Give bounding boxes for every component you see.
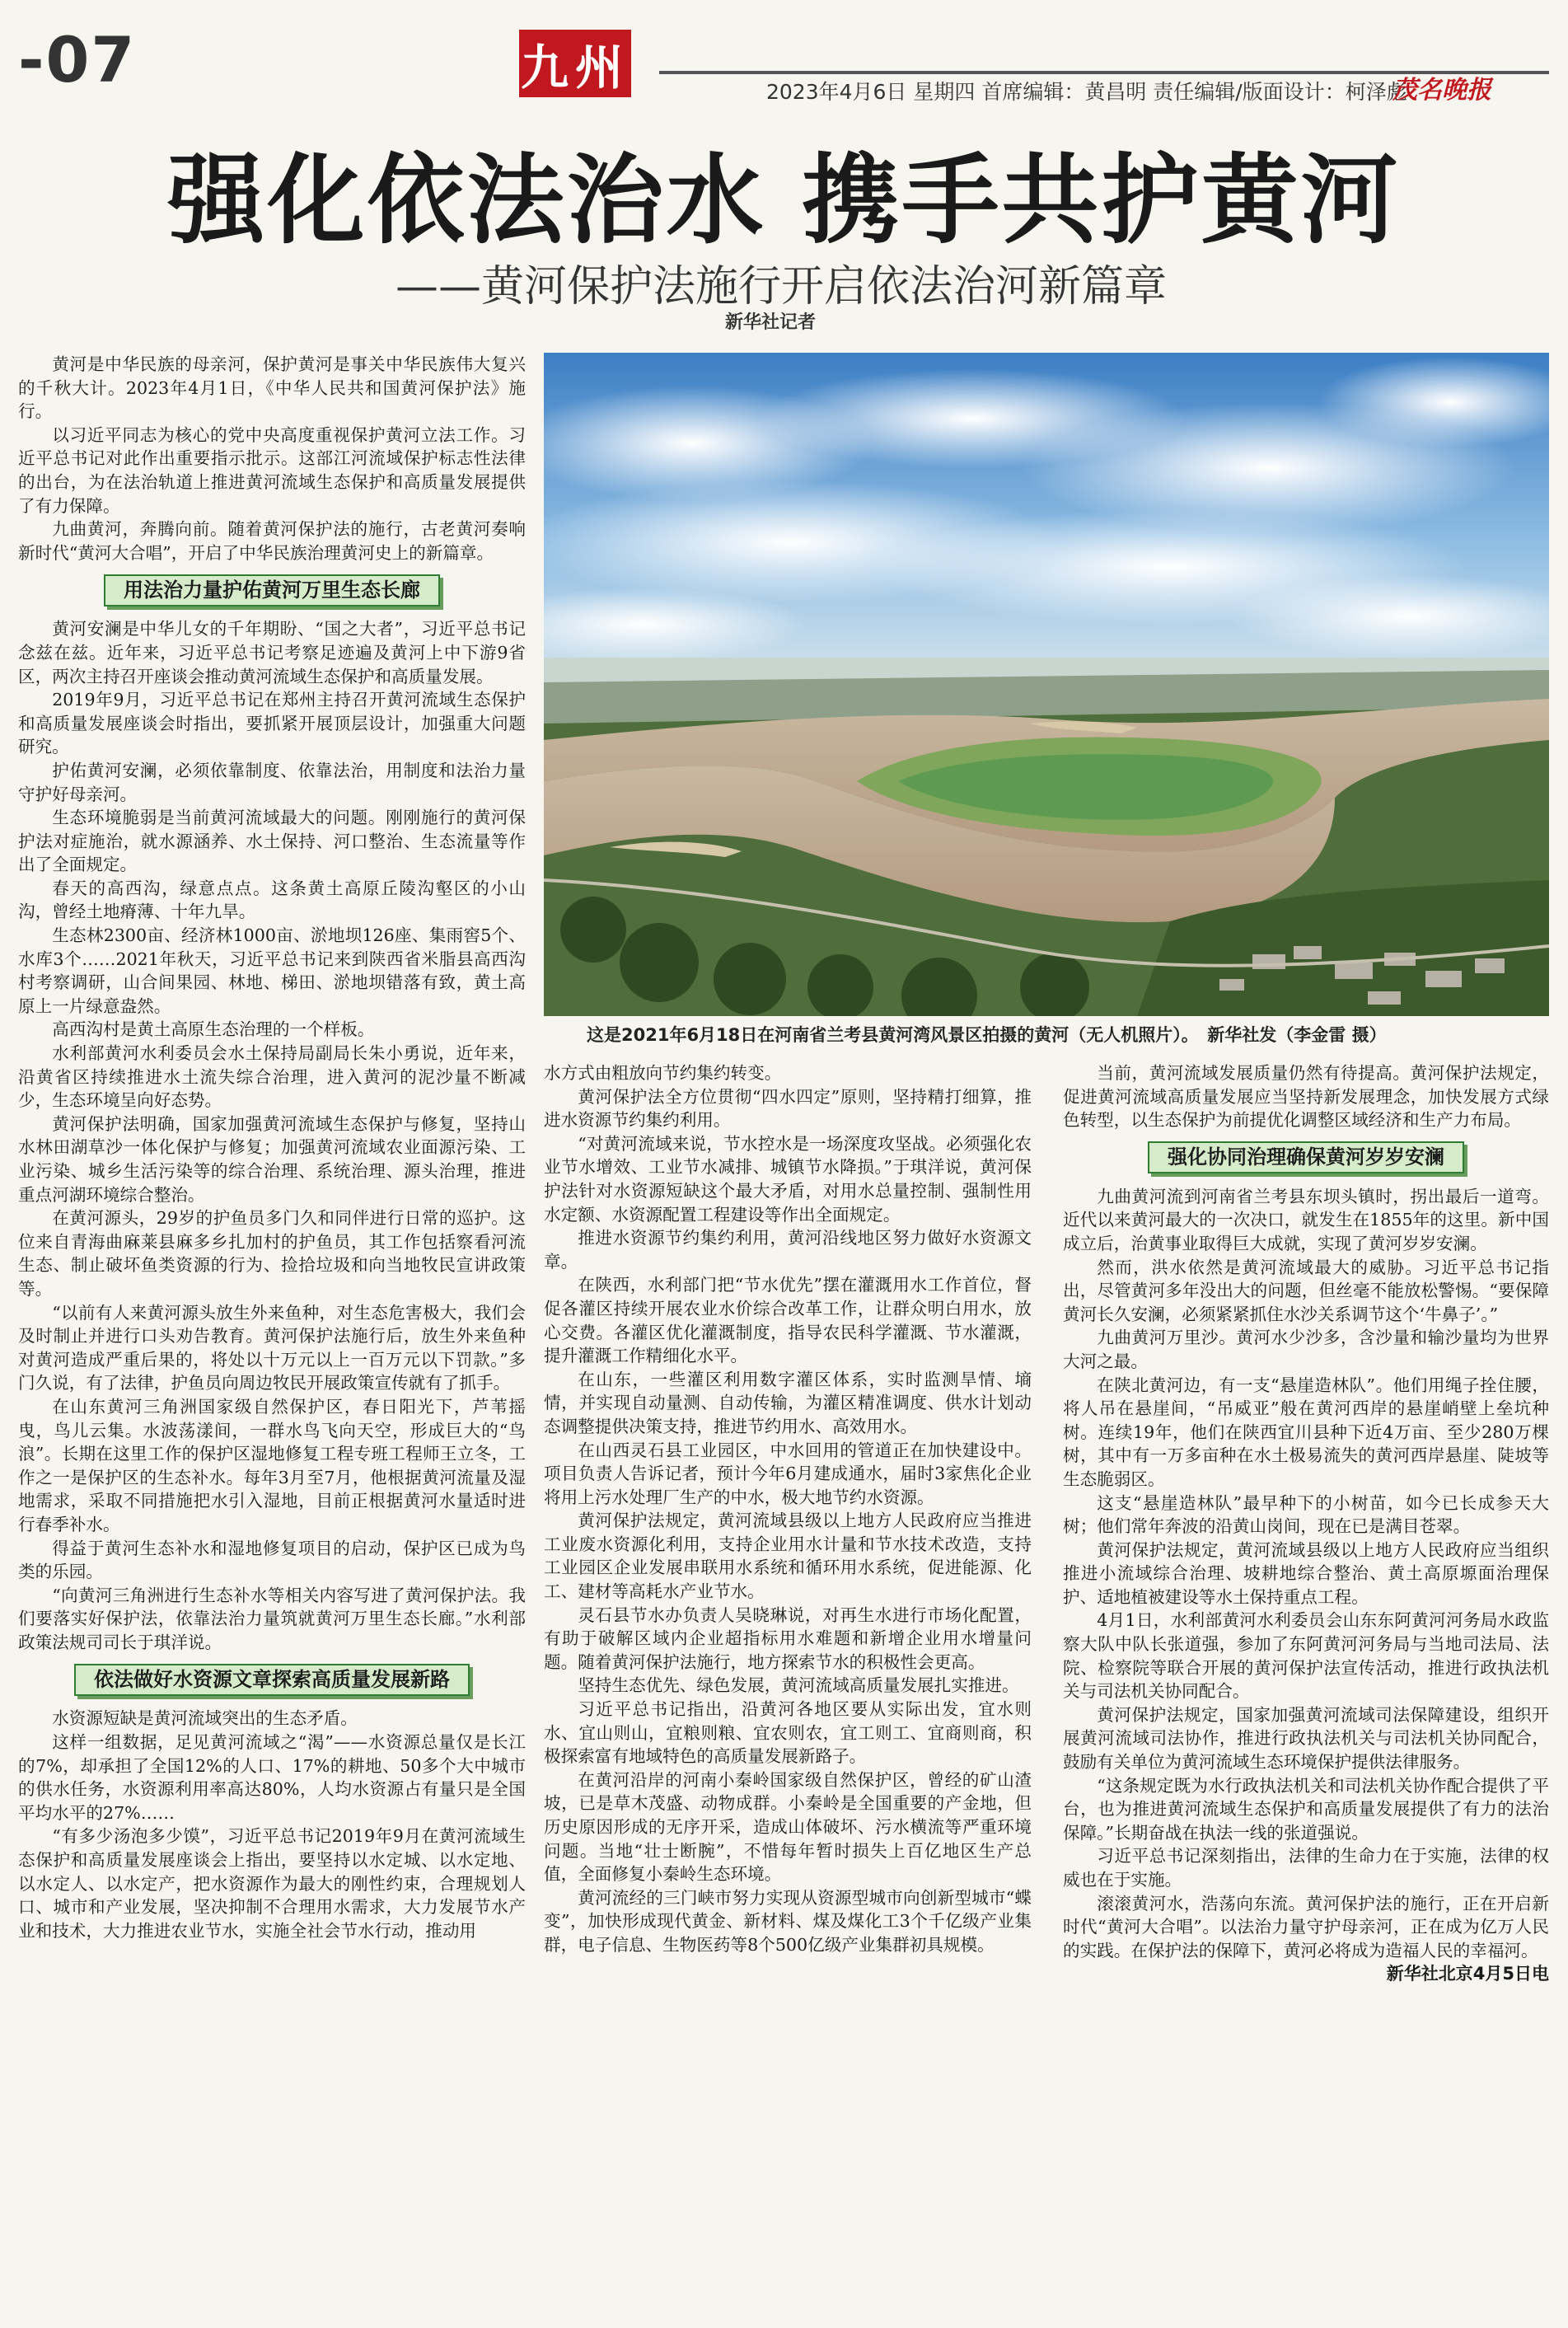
- paragraph: 在山东黄河三角洲国家级自然保护区，春日阳光下，芦苇摇曳，鸟儿云集。水波荡漾间，一群水鸟飞向天空，形成巨大的“鸟浪”。长期在这里工作的保护区湿地修复工程专班工程师王立冬，工作之一是保护区的生态补水。每年3月至7月，他根据黄河流量及湿地需求，采取不同措施把水引入湿地，目前正根据黄河水量适时进行春季补水。: [18, 1396, 526, 1534]
- paragraph: 习近平总书记深刻指出，法律的生命力在于实施，法律的权威也在于实施。: [1063, 1846, 1549, 1890]
- paragraph: 这支“悬崖造林队”最早种下的小树苗，如今已长成参天大树；他们常年奔波的沿黄山岗间，现在已是满目苍翠。: [1063, 1492, 1549, 1537]
- section-heading-1: [18, 571, 526, 609]
- paragraph: 春天的高西沟，绿意点点。这条黄土高原丘陵沟壑区的小山沟，曾经土地瘠薄、十年九旱。: [18, 878, 526, 922]
- paragraph: 黄河保护法规定，黄河流域县级以上地方人民政府应当推进工业废水资源化利用，支持企业用水计量和节水技术改造，支持工业园区企业发展串联用水系统和循环用水系统，促进能源、化工、建材等高耗水产业节水。: [544, 1511, 1032, 1602]
- paragraph: 黄河保护法规定，国家加强黄河流域司法保障建设，组织开展黄河流域司法协作，推进行政执法机关与司法机关协同配合，鼓励有关单位为黄河流域生态环境保护提供法律服务。: [1063, 1704, 1549, 1773]
- paragraph: “向黄河三角洲进行生态补水等相关内容写进了黄河保护法。我们要落实好保护法，依靠法治力量筑就黄河万里生态长廊。”水利部政策法规司司长于琪洋说。: [18, 1585, 526, 1652]
- paragraph: 2019年9月，习近平总书记在郑州主持召开黄河流域生态保护和高质量发展座谈会时指出，要抓紧开展顶层设计，加强重大问题研究。: [18, 690, 526, 757]
- paragraph: 灵石县节水办负责人吴晓琳说，对再生水进行市场化配置，有助于破解区域内企业超指标用水难题和新增企业用水增量问题。随着黄河保护法施行，地方探索节水的积极性会更高。: [544, 1604, 1032, 1672]
- paragraph: 黄河安澜是中华儿女的千年期盼、“国之大者”，习近平总书记念兹在兹。近年来，习近平总书记考察足迹遍及黄河上中下游9省区，两次主持召开座谈会推动黄河流域生态保护和高质量发展。: [18, 619, 526, 686]
- paragraph: 九曲黄河，奔腾向前。随着黄河保护法的施行，古老黄河奏响新时代“黄河大合唱”，开启了中华民族治理黄河史上的新篇章。: [18, 519, 526, 563]
- paragraph: 在陕西，水利部门把“节水优先”摆在灌溉用水工作首位，督促各灌区持续开展农业水价综合改革工作，让群众明白用水，放心交费。各灌区优化灌溉制度，指导农民科学灌溉、节水灌溉，提升灌溉工作精细化水平。: [544, 1275, 1032, 1366]
- article-column-3: [1063, 1061, 1549, 1986]
- paragraph: 得益于黄河生态补水和湿地修复项目的启动，保护区已成为鸟类的乐园。: [18, 1538, 526, 1582]
- dateline-signoff: 新华社北京4月5日电: [1386, 1964, 1549, 1984]
- section-heading-text: 依法做好水资源文章探索高质量发展新路: [74, 1664, 470, 1696]
- paragraph: 在黄河沿岸的河南小秦岭国家级自然保护区，曾经的矿山渣坡，已是草木茂盛、动物成群。小秦岭是全国重要的产金地，但历史原因形成的无序开采，造成山体破坏、污水横流等严重环境问题。当地“壮士断腕”，不惜每年暂时损失上百亿地区生产总值，全面修复小秦岭生态环境。: [544, 1769, 1032, 1885]
- photo-caption: 这是2021年6月18日在河南省兰考县黄河湾风景区拍摄的黄河（无人机照片）。 新华社发（李金雷 摄）: [587, 1025, 1387, 1045]
- river-landscape-illustration: [544, 353, 1549, 1016]
- section-heading-text: 用法治力量护佑黄河万里生态长廊: [104, 574, 440, 607]
- paragraph: 在陕北黄河边，有一支“悬崖造林队”。他们用绳子拴住腰，将人吊在悬崖间，“吊威亚”般在黄河西岸的悬崖峭壁上垒坑种树。连续19年，他们在陕西宜川县种下近4万亩、至少280万棵树，其中有一万多亩种在水土极易流失的黄河西岸悬崖、陡坡等生态脆弱区。: [1063, 1375, 1549, 1489]
- paragraph: 黄河是中华民族的母亲河，保护黄河是事关中华民族伟大复兴的千秋大计。2023年4月1日，《中华人民共和国黄河保护法》施行。: [18, 354, 526, 422]
- paragraph: 以习近平同志为核心的党中央高度重视保护黄河立法工作。习近平总书记对此作出重要指示批示。这部江河流域保护标志性法律的出台，为在法治轨道上推进黄河流域生态保护和高质量发展提供了有力保障。: [18, 424, 526, 516]
- paragraph: 水利部黄河水利委员会水土保持局副局长朱小勇说，近年来，沿黄省区持续推进水土流失综合治理，进入黄河的泥沙量不断减少，生态环境呈向好态势。: [18, 1043, 526, 1111]
- paragraph: 水资源短缺是黄河流域突出的生态矛盾。: [52, 1708, 358, 1729]
- paragraph: 九曲黄河万里沙。黄河水少沙多，含沙量和输沙量均为世界大河之最。: [1063, 1328, 1549, 1371]
- yellow-river-aerial-photo: [544, 353, 1549, 1016]
- section-badge: 九州: [519, 30, 631, 97]
- paragraph: 生态林2300亩、经济林1000亩、淤地坝126座、集雨窖5个、水库3个……2021年秋天，习近平总书记来到陕西省米脂县高西沟村考察调研，山合间果园、林地、梯田、淤地坝错落有致，黄土高原上一片绿意盎然。: [18, 925, 526, 1016]
- paragraph: 黄河保护法明确，国家加强黄河流域生态保护与修复，坚持山水林田湖草沙一体化保护与修复；加强黄河流域农业面源污染、工业污染、城乡生活污染等的综合治理、系统治理、源头治理，推进重点河湖环境综合整治。: [18, 1113, 526, 1205]
- paragraph: 推进水资源节约集约利用，黄河沿线地区努力做好水资源文章。: [544, 1228, 1032, 1272]
- paragraph: “以前有人来黄河源头放生外来鱼种，对生态危害极大，我们会及时制止并进行口头劝告教育。黄河保护法施行后，放生外来鱼种对黄河造成严重后果的，将处以十万元以上一百万元以下罚款。”多门久说，有了法律，护鱼员向周边牧民开展政策宣传就有了抓手。: [18, 1302, 526, 1394]
- masthead: [0, 0, 1568, 115]
- article-column-2: [544, 1061, 1032, 1957]
- paragraph: 然而，洪水依然是黄河流域最大的威胁。习近平总书记指出，尽管黄河多年没出大的问题，但丝毫不能放松警惕。“要保障黄河长久安澜，必须紧紧抓住水沙关系调节这个‘牛鼻子’。”: [1063, 1257, 1549, 1324]
- paragraph: 坚持生态优先、绿色发展，黄河流域高质量发展扎实推进。: [578, 1675, 1019, 1696]
- paragraph: 这样一组数据，足见黄河流域之“渴”——水资源总量仅是长江的7%，却承担了全国12%的人口、17%的耕地、50多个大中城市的供水任务，水资源利用率高达80%，人均水资源占有量只是全国平均水平的27%……: [18, 1732, 526, 1823]
- paragraph: “对黄河流域来说，节水控水是一场深度攻坚战。必须强化农业节水增效、工业节水减排、城镇节水降损。”于琪洋说，黄河保护法针对水资源短缺这个最大矛盾，对用水总量控制、强制性用水定额、水资源配置工程建设等作出全面规定。: [544, 1133, 1032, 1225]
- paragraph: 水方式由粗放向节约集约转变。: [544, 1063, 782, 1083]
- paragraph: 生态环境脆弱是当前黄河流域最大的问题。刚刚施行的黄河保护法对症施治，就水源涵养、水土保持、河口整治、生态流量等作出了全面规定。: [18, 808, 526, 875]
- issue-info: 2023年4月6日 星期四 首席编辑：黄昌明 责任编辑/版面设计：柯泽彪: [766, 80, 1407, 104]
- paragraph: 九曲黄河流到河南省兰考县东坝头镇时，拐出最后一道弯。近代以来黄河最大的一次决口，就发生在1855年的这里。新中国成立后，治黄事业取得巨大成就，实现了黄河岁岁安澜。: [1063, 1186, 1549, 1253]
- newspaper-logo: 茂名晚报: [1392, 76, 1491, 105]
- paragraph: 当前，黄河流域发展质量仍然有待提高。黄河保护法规定，促进黄河流域高质量发展应当坚持新发展理念，加快发展方式绿色转型，以生态保护为前提优化调整区域经济和生产力布局。: [1063, 1063, 1549, 1131]
- paragraph: 高西沟村是黄土高原生态治理的一个样板。: [52, 1019, 375, 1040]
- section-heading-text: 强化协同治理确保黄河岁岁安澜: [1148, 1141, 1464, 1173]
- byline: 新华社记者: [725, 312, 817, 333]
- section-heading-3: [1063, 1139, 1549, 1177]
- paragraph: “有多少汤泡多少馍”，习近平总书记2019年9月在黄河流域生态保护和高质量发展座谈会上指出，要坚持以水定城、以水定地、以水定人、以水定产，把水资源作为最大的刚性约束，合理规划人口、城市和产业发展，坚决抑制不合理用水需求，大力发展节水产业和技术，大力推进农业节水，实施全社会节水行动，推动用: [18, 1826, 526, 1941]
- headline: 强化依法治水 携手共护黄河: [167, 143, 1401, 257]
- paragraph: 习近平总书记指出，沿黄河各地区要从实际出发，宜水则水、宜山则山，宜粮则粮、宜农则农，宜工则工、宜商则商，积极探索富有地域特色的高质量发展新路子。: [544, 1699, 1032, 1767]
- page-number: -07: [18, 23, 137, 96]
- paragraph: 黄河流经的三门峡市努力实现从资源型城市向创新型城市“蝶变”，加快形成现代黄金、新材料、煤及煤化工3个千亿级产业集群，电子信息、生物医药等8个500亿级产业集群初具规模。: [544, 1887, 1032, 1955]
- paragraph: 护佑黄河安澜，必须依靠制度、依靠法治，用制度和法治力量守护好母亲河。: [18, 760, 526, 804]
- paragraph: “这条规定既为水行政执法机关和司法机关协作配合提供了平台，也为推进黄河流域生态保护和高质量发展提供了有力的法治保障。”长期奋战在执法一线的张道强说。: [1063, 1775, 1549, 1843]
- paragraph: 滚滚黄河水，浩荡向东流。黄河保护法的施行，正在开启新时代“黄河大合唱”。以法治力量守护母亲河，正在成为亿万人民的实践。在保护法的保障下，黄河必将成为造福人民的幸福河。: [1063, 1893, 1549, 1960]
- subheadline: ——黄河保护法施行开启依法治河新篇章: [396, 262, 1168, 311]
- paragraph: 在山东，一些灌区利用数字灌区体系，实时监测旱情、墒情，并实现自动量测、自动传输，为灌区精准调度、供水计划动态调整提供决策支持，推进节约用水、高效用水。: [544, 1369, 1032, 1436]
- paragraph: 4月1日，水利部黄河水利委员会山东东阿黄河河务局水政监察大队中队长张道强，参加了东阿黄河河务局与当地司法局、法院、检察院等联合开展的黄河保护法宣传活动，推进行政执法机关与司法机关协同配合。: [1063, 1610, 1549, 1702]
- paragraph: 黄河保护法全方位贯彻“四水四定”原则，坚持精打细算，推进水资源节约集约利用。: [544, 1086, 1032, 1131]
- paragraph: 在山西灵石县工业园区，中水回用的管道正在加快建设中。项目负责人告诉记者，预计今年6月建成通水，届时3家焦化企业将用上污水处理厂生产的中水，极大地节约水资源。: [544, 1440, 1032, 1507]
- article-column-1: [18, 353, 526, 1942]
- section-heading-2: [18, 1661, 526, 1698]
- paragraph: 黄河保护法规定，黄河流域县级以上地方人民政府应当组织推进小流域综合治理、坡耕地综合整治、黄土高原塬面治理保护、适地植被建设等水土保持重点工程。: [1063, 1539, 1549, 1607]
- paragraph: 在黄河源头，29岁的护鱼员多门久和同伴进行日常的巡护。这位来自青海曲麻莱县麻多乡扎加村的护鱼员，其工作包括察看河流生态、制止破坏鱼类资源的行为、捡拾垃圾和向当地牧民宣讲政策等。: [18, 1208, 526, 1299]
